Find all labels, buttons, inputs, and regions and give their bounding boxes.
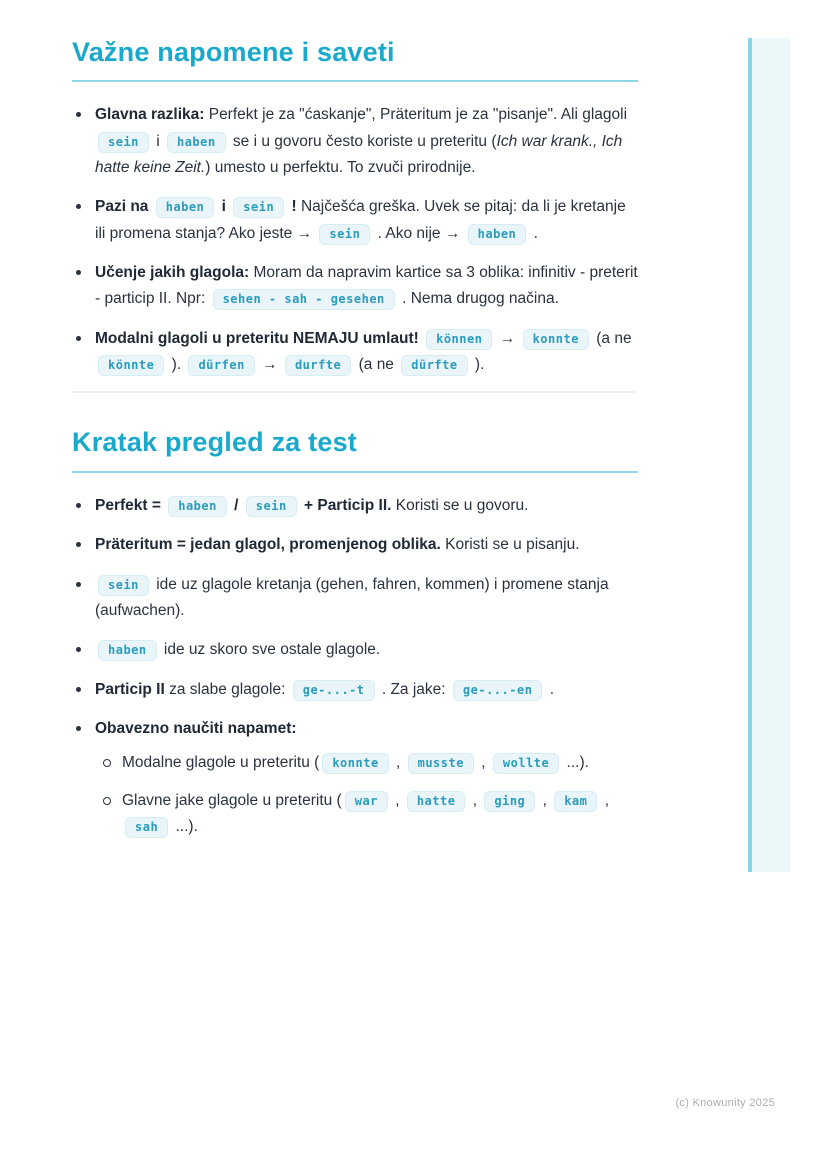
code-badge: war (345, 791, 388, 812)
text-run: . Nema drugog načina. (397, 290, 559, 308)
code-badge: dürfen (188, 355, 254, 376)
italic-text: Ich war krank., Ich hatte keine Zeit. (95, 132, 623, 177)
text-run: . (529, 224, 538, 242)
bold-text: Glavna razlika: (95, 106, 205, 124)
code-badge: sein (319, 224, 370, 245)
text-run: ...). (171, 817, 198, 835)
text-run: Koristi se u govoru. (391, 496, 529, 514)
code-badge: konnte (523, 329, 589, 350)
bold-text: i (217, 198, 231, 216)
text-run: (a ne (354, 356, 399, 374)
copyright-footer: (c) Knowunity 2025 (675, 1097, 775, 1109)
list-item (72, 326, 638, 379)
code-badge: durfte (285, 355, 351, 376)
code-badge: musste (408, 753, 474, 774)
sub-list (95, 750, 638, 840)
list-item (72, 102, 638, 181)
text-run: . (545, 680, 555, 698)
text-run: za slabe glagole: (164, 680, 290, 698)
bold-text: Modalni glagoli u preteritu NEMAJU umlaut! (95, 329, 424, 347)
right-accent-bar (748, 38, 790, 872)
text-run: Koristi se u pisanju. (440, 536, 580, 554)
bullet-marker (76, 336, 81, 341)
text-run: → (495, 329, 520, 347)
list-item (72, 260, 638, 313)
sub-list-item (100, 788, 638, 841)
text-run: , (538, 791, 552, 809)
bullet-list (72, 493, 638, 840)
text-run: . Ako nije → (373, 224, 465, 242)
bold-text: ! (287, 198, 297, 216)
code-badge: haben (168, 496, 227, 517)
code-badge: ge-...-en (453, 680, 543, 701)
text-run: ide uz skoro sve ostale glagole. (159, 641, 381, 659)
bullet-list (72, 102, 638, 378)
bullet-marker (76, 503, 81, 508)
bold-text: Particip II (95, 680, 165, 698)
code-badge: dürfte (401, 355, 467, 376)
bold-text: Perfekt = (95, 496, 166, 514)
list-item (72, 637, 638, 663)
bullet-marker (76, 582, 81, 587)
text-run: Najčešća greška. Uvek se pitaj: da li je kretanje ili promena stanja? Ako jeste → (95, 198, 626, 242)
bold-text: Präteritum = jedan glagol, promenjenog oblika. (95, 536, 441, 554)
code-badge: ge-...-t (293, 680, 375, 701)
text-run: , (476, 754, 490, 772)
code-badge: ging (484, 791, 535, 812)
text-run: se i u govoru često koriste u preteritu ( (228, 132, 497, 150)
section-vazne-napomene (72, 36, 638, 378)
code-badge: sah (125, 817, 168, 838)
text-run: Moram da napravim kartice sa 3 oblika: infinitiv - preterit - particip II. Npr: (95, 264, 638, 308)
text-run: ide uz glagole kretanja (gehen, fahren, kommen) i promene stanja (aufwachen). (95, 575, 609, 619)
text-run: ) umesto u perfektu. To zvuči prirodnije. (205, 159, 476, 177)
text-run: → (257, 356, 282, 374)
list-item (72, 677, 638, 703)
code-badge: haben (156, 197, 215, 218)
circle-bullet-marker (103, 797, 111, 805)
text-run: Modalne glagole u preteritu ( (122, 754, 320, 772)
list-item (72, 532, 638, 558)
code-badge: können (426, 329, 492, 350)
bullet-marker (76, 270, 81, 275)
section-kratak-pregled (72, 426, 638, 840)
section-title: Kratak pregled za test (72, 427, 357, 458)
text-run: . Za jake: (377, 680, 450, 698)
bullet-marker (76, 542, 81, 547)
text-run: ). (470, 356, 485, 374)
notes-content (72, 36, 638, 853)
code-badge: hatte (407, 791, 466, 812)
code-badge: sein (233, 197, 284, 218)
code-badge: kam (554, 791, 597, 812)
section-title: Važne napomene i saveti (72, 37, 395, 67)
section-divider (72, 391, 638, 393)
title-underline-rule (72, 80, 638, 82)
sub-list-item (100, 750, 638, 776)
list-item (72, 572, 638, 625)
text-run: , (600, 791, 610, 809)
text-run: i (151, 132, 164, 150)
bold-text: Obavezno naučiti napamet: (95, 719, 297, 737)
text-run: (a ne (591, 329, 632, 347)
bullet-marker (76, 687, 81, 692)
text-run: , (468, 791, 482, 809)
bold-text: Učenje jakih glagola: (95, 264, 250, 282)
bold-text: + Particip II. (299, 496, 392, 514)
title-underline-rule (72, 471, 638, 473)
text-run: ...). (562, 754, 589, 772)
text-run: , (391, 754, 405, 772)
text-run: Glavne jake glagole u preteritu ( (122, 791, 342, 809)
bullet-marker (76, 204, 81, 209)
code-badge: sein (98, 575, 149, 596)
code-badge: haben (167, 132, 226, 153)
bold-text: Pazi na (95, 198, 153, 216)
code-badge: haben (98, 640, 157, 661)
text-run: ). (167, 356, 186, 374)
code-badge: sein (98, 132, 149, 153)
text-run: Perfekt je za "ćaskanje", Präteritum je za "pisanje". Ali glagoli (204, 106, 628, 124)
code-badge: haben (468, 224, 527, 245)
bullet-marker (76, 726, 81, 731)
bullet-marker (76, 112, 81, 117)
list-item (72, 493, 638, 519)
code-badge: könnte (98, 355, 164, 376)
code-badge: wollte (493, 753, 559, 774)
bullet-marker (76, 647, 81, 652)
code-badge: sein (246, 496, 297, 517)
list-item (72, 194, 638, 247)
circle-bullet-marker (103, 759, 111, 767)
text-run: , (390, 791, 404, 809)
bold-text: / (229, 496, 243, 514)
code-badge: konnte (322, 753, 388, 774)
list-item (72, 716, 638, 840)
code-badge: sehen - sah - gesehen (213, 289, 395, 310)
